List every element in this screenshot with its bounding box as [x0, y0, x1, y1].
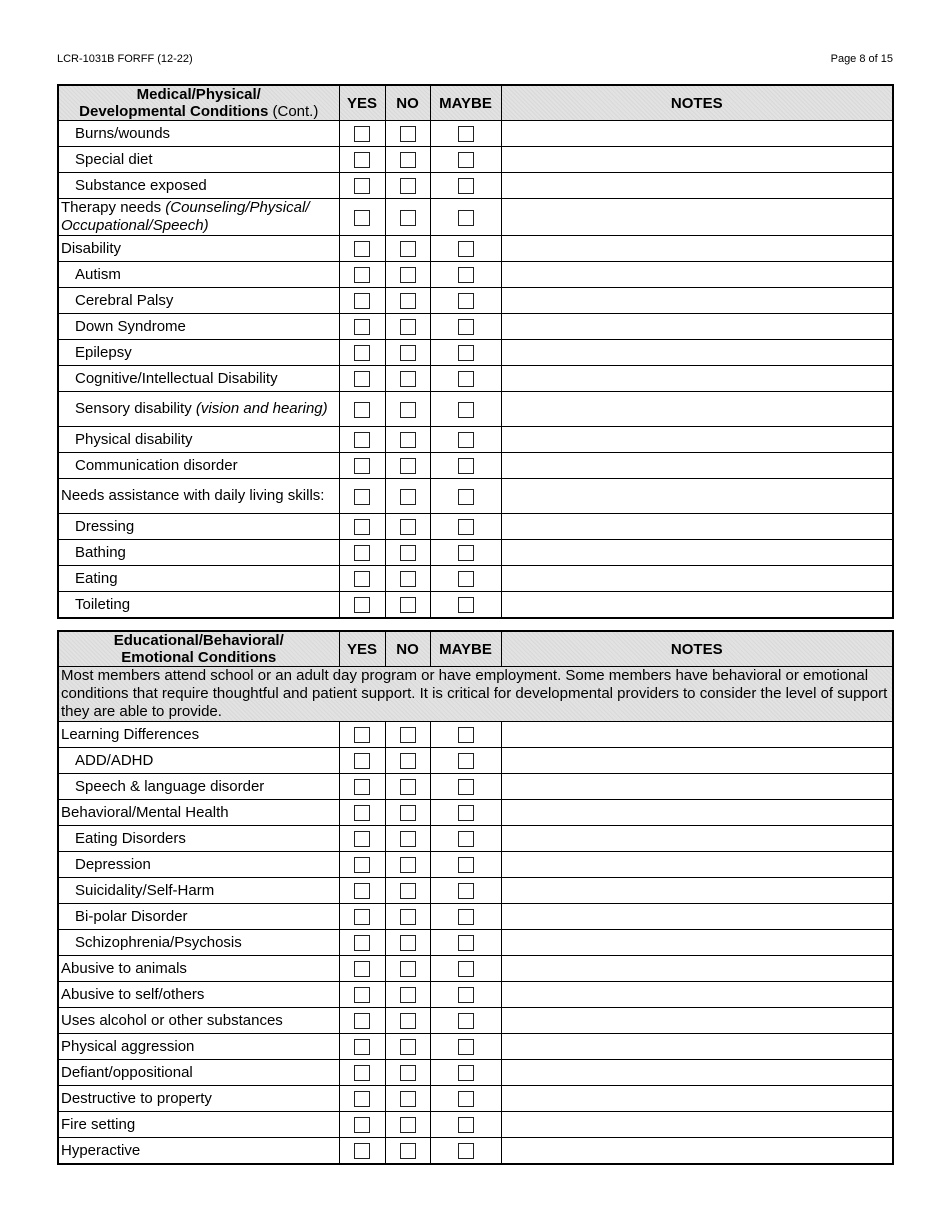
table-row: [58, 288, 893, 314]
maybe-checkbox[interactable]: [458, 1143, 474, 1159]
yes-checkbox[interactable]: [354, 753, 370, 769]
table-row: [58, 878, 893, 904]
no-checkbox[interactable]: [400, 126, 416, 142]
table-row: [58, 1034, 893, 1060]
table-row: [58, 592, 893, 619]
yes-checkbox[interactable]: [354, 883, 370, 899]
no-checkbox[interactable]: [400, 345, 416, 361]
no-checkbox[interactable]: [400, 805, 416, 821]
table-row: [58, 800, 893, 826]
notes-field[interactable]: [501, 1112, 893, 1138]
row-label: Behavioral/Mental Health: [58, 800, 339, 826]
row-label: Therapy needs (Counseling/Physical/ Occupational/Speech): [58, 199, 339, 236]
table-row: [58, 427, 893, 453]
no-checkbox[interactable]: [400, 597, 416, 613]
maybe-checkbox[interactable]: [458, 597, 474, 613]
maybe-checkbox[interactable]: [458, 293, 474, 309]
row-label: Burns/wounds: [58, 121, 339, 147]
section-description: Most members attend school or an adult day program or have employment. Some members have behavioral or emotional conditions that require thoughtful and patient support. It is critical for developmental providers to consider the level of support they are able to provide.: [58, 667, 893, 722]
notes-field[interactable]: [501, 722, 893, 748]
table-row: [58, 722, 893, 748]
no-checkbox[interactable]: [400, 545, 416, 561]
maybe-checkbox[interactable]: [458, 402, 474, 418]
no-checkbox[interactable]: [400, 267, 416, 283]
no-checkbox[interactable]: [400, 371, 416, 387]
col-maybe: MAYBE: [430, 85, 501, 121]
col-yes: YES: [339, 85, 385, 121]
row-label: Depression: [58, 852, 339, 878]
notes-field[interactable]: [501, 982, 893, 1008]
yes-checkbox[interactable]: [354, 935, 370, 951]
table-row: [58, 1138, 893, 1165]
maybe-checkbox[interactable]: [458, 319, 474, 335]
notes-field[interactable]: [501, 1138, 893, 1165]
yes-checkbox[interactable]: [354, 571, 370, 587]
medical-conditions-table: [57, 84, 894, 619]
yes-checkbox[interactable]: [354, 345, 370, 361]
row-label: Hyperactive: [58, 1138, 339, 1165]
notes-field[interactable]: [501, 826, 893, 852]
maybe-checkbox[interactable]: [458, 241, 474, 257]
maybe-checkbox[interactable]: [458, 883, 474, 899]
maybe-checkbox[interactable]: [458, 432, 474, 448]
table2-header-category: Educational/Behavioral/ Emotional Conditions: [58, 631, 339, 667]
no-checkbox[interactable]: [400, 1117, 416, 1133]
table-row: [58, 1112, 893, 1138]
maybe-checkbox[interactable]: [458, 345, 474, 361]
row-label: Toileting: [58, 592, 339, 619]
table-row: [58, 340, 893, 366]
table1-header-category: Medical/Physical/ Developmental Conditions (Cont.): [58, 85, 339, 121]
row-label: Fire setting: [58, 1112, 339, 1138]
row-label: Cognitive/Intellectual Disability: [58, 366, 339, 392]
notes-field[interactable]: [501, 852, 893, 878]
maybe-checkbox[interactable]: [458, 178, 474, 194]
row-label: Dressing: [58, 514, 339, 540]
maybe-checkbox[interactable]: [458, 1039, 474, 1055]
yes-checkbox[interactable]: [354, 152, 370, 168]
maybe-checkbox[interactable]: [458, 545, 474, 561]
table-row: [58, 956, 893, 982]
notes-field[interactable]: [501, 1034, 893, 1060]
table-row: [58, 1060, 893, 1086]
table-row: [58, 826, 893, 852]
yes-checkbox[interactable]: [354, 432, 370, 448]
maybe-checkbox[interactable]: [458, 753, 474, 769]
no-checkbox[interactable]: [400, 1039, 416, 1055]
table-row: [58, 236, 893, 262]
maybe-checkbox[interactable]: [458, 371, 474, 387]
table-row: [58, 392, 893, 427]
table-row: [58, 566, 893, 592]
col-no: NO: [385, 631, 430, 667]
notes-field[interactable]: [501, 540, 893, 566]
notes-field[interactable]: [501, 199, 893, 236]
table-row: [58, 314, 893, 340]
notes-field[interactable]: [501, 566, 893, 592]
row-label: Learning Differences: [58, 722, 339, 748]
page-number: Page 8 of 15: [830, 53, 893, 65]
row-label: Epilepsy: [58, 340, 339, 366]
maybe-checkbox[interactable]: [458, 519, 474, 535]
no-checkbox[interactable]: [400, 987, 416, 1003]
col-yes: YES: [339, 631, 385, 667]
no-checkbox[interactable]: [400, 1143, 416, 1159]
no-checkbox[interactable]: [400, 152, 416, 168]
yes-checkbox[interactable]: [354, 987, 370, 1003]
row-label: Suicidality/Self-Harm: [58, 878, 339, 904]
notes-field[interactable]: [501, 904, 893, 930]
row-label: Disability: [58, 236, 339, 262]
row-label: Special diet: [58, 147, 339, 173]
maybe-checkbox[interactable]: [458, 458, 474, 474]
row-label: Needs assistance with daily living skills:: [58, 479, 339, 514]
yes-checkbox[interactable]: [354, 545, 370, 561]
row-label: Abusive to self/others: [58, 982, 339, 1008]
table-row: [58, 982, 893, 1008]
notes-field[interactable]: [501, 774, 893, 800]
yes-checkbox[interactable]: [354, 1143, 370, 1159]
yes-checkbox[interactable]: [354, 1091, 370, 1107]
maybe-checkbox[interactable]: [458, 857, 474, 873]
no-checkbox[interactable]: [400, 519, 416, 535]
yes-checkbox[interactable]: [354, 489, 370, 505]
yes-checkbox[interactable]: [354, 1013, 370, 1029]
yes-checkbox[interactable]: [354, 961, 370, 977]
yes-checkbox[interactable]: [354, 319, 370, 335]
notes-field[interactable]: [501, 453, 893, 479]
no-checkbox[interactable]: [400, 402, 416, 418]
table-row: [58, 479, 893, 514]
no-checkbox[interactable]: [400, 1013, 416, 1029]
row-label: Eating: [58, 566, 339, 592]
yes-checkbox[interactable]: [354, 241, 370, 257]
maybe-checkbox[interactable]: [458, 1091, 474, 1107]
col-maybe: MAYBE: [430, 631, 501, 667]
maybe-checkbox[interactable]: [458, 267, 474, 283]
yes-checkbox[interactable]: [354, 402, 370, 418]
maybe-checkbox[interactable]: [458, 152, 474, 168]
maybe-checkbox[interactable]: [458, 805, 474, 821]
no-checkbox[interactable]: [400, 571, 416, 587]
notes-field[interactable]: [501, 288, 893, 314]
notes-field[interactable]: [501, 262, 893, 288]
row-label: Destructive to property: [58, 1086, 339, 1112]
no-checkbox[interactable]: [400, 831, 416, 847]
notes-field[interactable]: [501, 1008, 893, 1034]
yes-checkbox[interactable]: [354, 1065, 370, 1081]
row-label: Schizophrenia/Psychosis: [58, 930, 339, 956]
notes-field[interactable]: [501, 479, 893, 514]
no-checkbox[interactable]: [400, 883, 416, 899]
maybe-checkbox[interactable]: [458, 1013, 474, 1029]
notes-field[interactable]: [501, 514, 893, 540]
row-label: Uses alcohol or other substances: [58, 1008, 339, 1034]
maybe-checkbox[interactable]: [458, 489, 474, 505]
notes-field[interactable]: [501, 173, 893, 199]
row-label: Communication disorder: [58, 453, 339, 479]
table-row: [58, 930, 893, 956]
maybe-checkbox[interactable]: [458, 571, 474, 587]
maybe-checkbox[interactable]: [458, 1117, 474, 1133]
table-row: [58, 173, 893, 199]
yes-checkbox[interactable]: [354, 293, 370, 309]
row-label: Cerebral Palsy: [58, 288, 339, 314]
row-label: Substance exposed: [58, 173, 339, 199]
row-label: Autism: [58, 262, 339, 288]
no-checkbox[interactable]: [400, 319, 416, 335]
row-label: Physical disability: [58, 427, 339, 453]
notes-field[interactable]: [501, 392, 893, 427]
notes-field[interactable]: [501, 956, 893, 982]
maybe-checkbox[interactable]: [458, 961, 474, 977]
col-notes: NOTES: [501, 631, 893, 667]
yes-checkbox[interactable]: [354, 458, 370, 474]
table-row: [58, 453, 893, 479]
notes-field[interactable]: [501, 930, 893, 956]
description-row: [58, 667, 893, 722]
notes-field[interactable]: [501, 800, 893, 826]
notes-field[interactable]: [501, 592, 893, 619]
maybe-checkbox[interactable]: [458, 1065, 474, 1081]
yes-checkbox[interactable]: [354, 805, 370, 821]
row-label: Speech & language disorder: [58, 774, 339, 800]
table-row: [58, 366, 893, 392]
no-checkbox[interactable]: [400, 1065, 416, 1081]
notes-field[interactable]: [501, 1086, 893, 1112]
notes-field[interactable]: [501, 748, 893, 774]
notes-field[interactable]: [501, 878, 893, 904]
row-label: Bathing: [58, 540, 339, 566]
behavioral-conditions-table: [57, 630, 894, 1165]
table-row: [58, 514, 893, 540]
yes-checkbox[interactable]: [354, 597, 370, 613]
notes-field[interactable]: [501, 366, 893, 392]
yes-checkbox[interactable]: [354, 831, 370, 847]
notes-field[interactable]: [501, 340, 893, 366]
yes-checkbox[interactable]: [354, 267, 370, 283]
row-label: Sensory disability (vision and hearing): [58, 392, 339, 427]
maybe-checkbox[interactable]: [458, 126, 474, 142]
table-row: [58, 1086, 893, 1112]
no-checkbox[interactable]: [400, 241, 416, 257]
row-label: ADD/ADHD: [58, 748, 339, 774]
maybe-checkbox[interactable]: [458, 779, 474, 795]
notes-field[interactable]: [501, 314, 893, 340]
notes-field[interactable]: [501, 1060, 893, 1086]
yes-checkbox[interactable]: [354, 1039, 370, 1055]
row-label: Down Syndrome: [58, 314, 339, 340]
yes-checkbox[interactable]: [354, 178, 370, 194]
table-row: [58, 852, 893, 878]
no-checkbox[interactable]: [400, 458, 416, 474]
no-checkbox[interactable]: [400, 857, 416, 873]
yes-checkbox[interactable]: [354, 371, 370, 387]
maybe-checkbox[interactable]: [458, 210, 474, 226]
yes-checkbox[interactable]: [354, 909, 370, 925]
table-row: [58, 904, 893, 930]
yes-checkbox[interactable]: [354, 210, 370, 226]
yes-checkbox[interactable]: [354, 1117, 370, 1133]
yes-checkbox[interactable]: [354, 126, 370, 142]
table-row: [58, 748, 893, 774]
yes-checkbox[interactable]: [354, 779, 370, 795]
row-label: Eating Disorders: [58, 826, 339, 852]
yes-checkbox[interactable]: [354, 519, 370, 535]
no-checkbox[interactable]: [400, 432, 416, 448]
no-checkbox[interactable]: [400, 753, 416, 769]
col-no: NO: [385, 85, 430, 121]
col-notes: NOTES: [501, 85, 893, 121]
no-checkbox[interactable]: [400, 727, 416, 743]
maybe-checkbox[interactable]: [458, 727, 474, 743]
notes-field[interactable]: [501, 427, 893, 453]
maybe-checkbox[interactable]: [458, 909, 474, 925]
notes-field[interactable]: [501, 147, 893, 173]
no-checkbox[interactable]: [400, 909, 416, 925]
yes-checkbox[interactable]: [354, 727, 370, 743]
row-label: Abusive to animals: [58, 956, 339, 982]
table-row: [58, 1008, 893, 1034]
no-checkbox[interactable]: [400, 961, 416, 977]
notes-field[interactable]: [501, 121, 893, 147]
notes-field[interactable]: [501, 236, 893, 262]
row-label: Defiant/oppositional: [58, 1060, 339, 1086]
row-label: Bi-polar Disorder: [58, 904, 339, 930]
maybe-checkbox[interactable]: [458, 987, 474, 1003]
maybe-checkbox[interactable]: [458, 935, 474, 951]
form-id: LCR-1031B FORFF (12-22): [57, 53, 193, 65]
no-checkbox[interactable]: [400, 489, 416, 505]
no-checkbox[interactable]: [400, 1091, 416, 1107]
table-row: [58, 774, 893, 800]
table-row: [58, 199, 893, 236]
no-checkbox[interactable]: [400, 210, 416, 226]
no-checkbox[interactable]: [400, 935, 416, 951]
maybe-checkbox[interactable]: [458, 831, 474, 847]
no-checkbox[interactable]: [400, 779, 416, 795]
yes-checkbox[interactable]: [354, 857, 370, 873]
table-row: [58, 540, 893, 566]
table-row: [58, 262, 893, 288]
table-row: [58, 147, 893, 173]
no-checkbox[interactable]: [400, 293, 416, 309]
row-label: Physical aggression: [58, 1034, 339, 1060]
table-row: [58, 121, 893, 147]
no-checkbox[interactable]: [400, 178, 416, 194]
